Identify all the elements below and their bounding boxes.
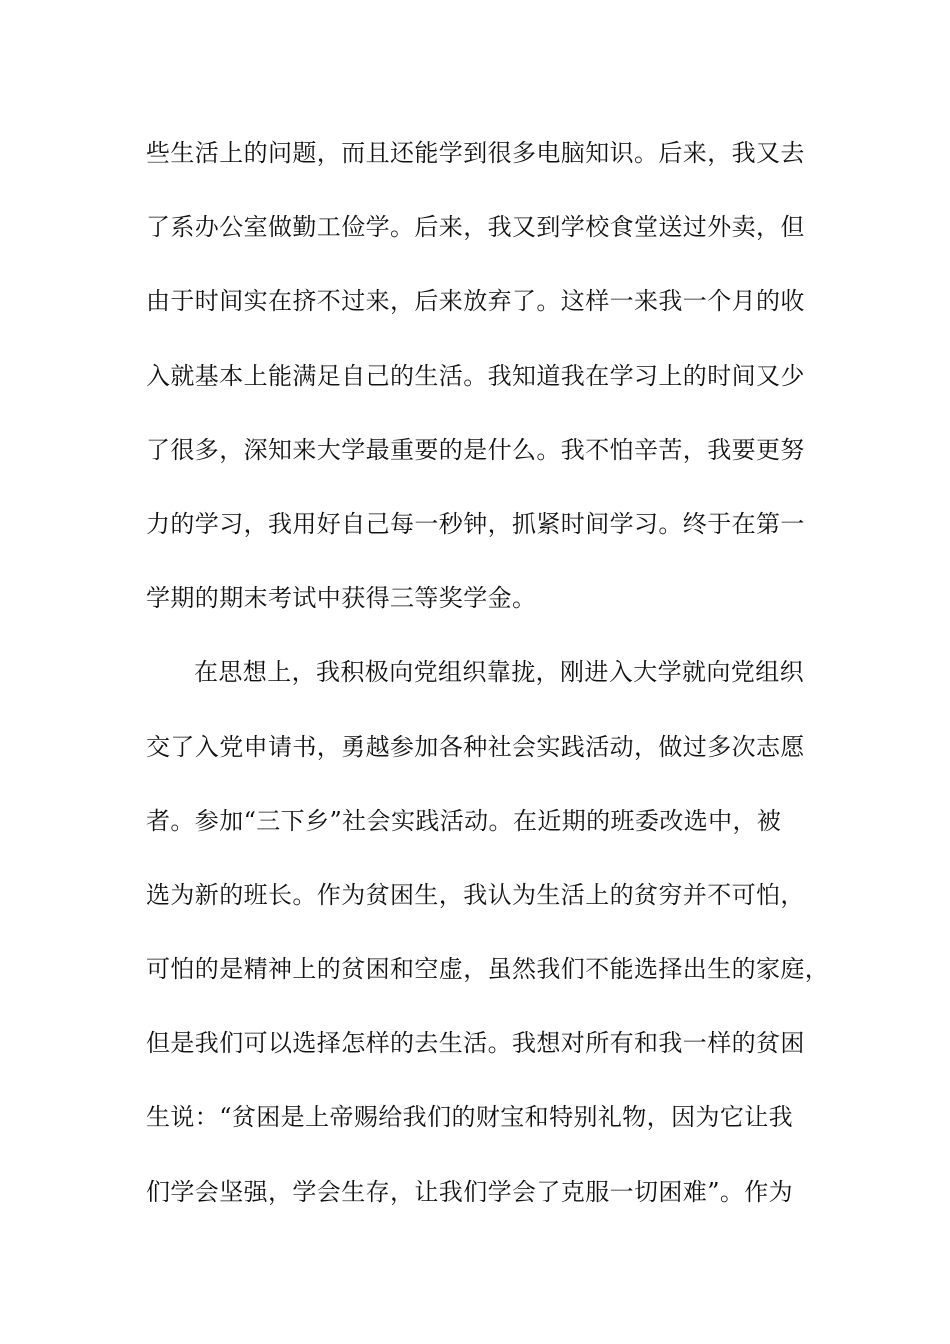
text-line: 入就基本上能满足自己的生活。我知道我在学习上的时间又少 bbox=[146, 361, 805, 390]
text-line: 交了入党申请书，勇越参加各种社会实践活动，做过多次志愿 bbox=[146, 732, 805, 761]
text-line: 了很多，深知来大学最重要的是什么。我不怕辛苦，我要更努 bbox=[146, 435, 805, 464]
text-line: 者。参加“三下乡”社会实践活动。在近期的班委改选中，被 bbox=[146, 806, 782, 835]
paragraph-1 bbox=[146, 131, 826, 650]
text-line: 但是我们可以选择怎样的去生活。我想对所有和我一样的贫困 bbox=[146, 1029, 805, 1058]
text-line: 选为新的班长。作为贫困生，我认为生活上的贫穷并不可怕， bbox=[146, 880, 805, 909]
paragraph-2 bbox=[146, 650, 830, 1244]
text-line: 了系办公室做勤工俭学。后来，我又到学校食堂送过外卖，但 bbox=[146, 213, 805, 242]
text-line: 力的学习，我用好自己每一秒钟，抓紧时间学习。终于在第一 bbox=[146, 509, 805, 538]
text-line: 由于时间实在挤不过来，后来放弃了。这样一来我一个月的收 bbox=[146, 287, 805, 316]
text-line: 学期的期末考试中获得三等奖学金。 bbox=[146, 584, 537, 613]
text-line: 可怕的是精神上的贫困和空虚，虽然我们不能选择出生的家庭， bbox=[146, 955, 830, 984]
text-line: 些生活上的问题，而且还能学到很多电脑知识。后来，我又去 bbox=[146, 139, 805, 167]
text-line: 们学会坚强，学会生存，让我们学会了克服一切困难”。作为 bbox=[146, 1177, 794, 1206]
body-text bbox=[146, 131, 830, 1244]
text-line: 生说：“贫困是上帝赐给我们的财宝和特别礼物，因为它让我 bbox=[146, 1103, 794, 1132]
text-line-indented: 在思想上，我积极向党组织靠拢，刚进入大学就向党组织 bbox=[194, 658, 804, 687]
